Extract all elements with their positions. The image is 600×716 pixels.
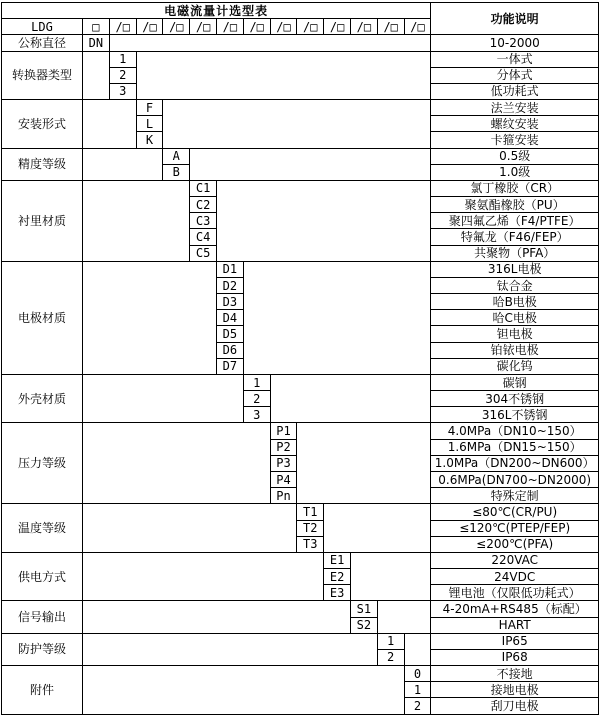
code-cell: T1 bbox=[297, 504, 324, 520]
code-cell: C2 bbox=[190, 197, 217, 213]
code-cell: 2 bbox=[404, 698, 431, 714]
function-desc: 1.6MPa（DN15~150） bbox=[431, 439, 599, 455]
group-label: 安装形式 bbox=[2, 100, 83, 149]
group-label: 温度等级 bbox=[2, 504, 83, 553]
code-cell: 0 bbox=[404, 666, 431, 682]
model-box: /□ bbox=[324, 19, 351, 35]
filler-cell-right bbox=[216, 180, 430, 261]
code-cell: 1 bbox=[404, 682, 431, 698]
filler-cell-right bbox=[243, 261, 431, 374]
code-cell: A bbox=[163, 148, 190, 164]
filler-cell-left bbox=[83, 261, 217, 374]
group-label: 外壳材质 bbox=[2, 374, 83, 423]
filler-cell-left bbox=[83, 423, 271, 504]
code-cell: L bbox=[136, 116, 163, 132]
function-desc: ≤80℃(CR/PU) bbox=[431, 504, 599, 520]
title-row bbox=[2, 3, 599, 19]
code-cell: C1 bbox=[190, 180, 217, 196]
filler-cell-left bbox=[83, 504, 297, 553]
filler-cell-right bbox=[404, 633, 431, 665]
code-cell: D3 bbox=[216, 294, 243, 310]
model-box: /□ bbox=[297, 19, 324, 35]
function-desc: 316L不锈钢 bbox=[431, 407, 599, 423]
model-box: /□ bbox=[216, 19, 243, 35]
model-box: /□ bbox=[136, 19, 163, 35]
function-desc: 碳钢 bbox=[431, 374, 599, 390]
selection-table bbox=[1, 2, 599, 715]
code-cell: 1 bbox=[243, 374, 270, 390]
spec-row bbox=[2, 148, 599, 164]
filler-cell-left bbox=[83, 374, 244, 423]
model-box: /□ bbox=[190, 19, 217, 35]
function-desc: 10-2000 bbox=[431, 35, 599, 51]
filler-cell-left bbox=[83, 552, 324, 601]
function-column-header: 功能说明 bbox=[431, 3, 599, 35]
code-cell: T3 bbox=[297, 536, 324, 552]
filler-cell-left bbox=[83, 148, 163, 180]
function-desc: HART bbox=[431, 617, 599, 633]
code-cell: 2 bbox=[243, 391, 270, 407]
filler-cell-left bbox=[83, 180, 190, 261]
page-title: 电磁流量计选型表 bbox=[2, 3, 431, 19]
function-desc: 刮刀电极 bbox=[431, 698, 599, 714]
function-desc: 特氟龙（F46/FEP） bbox=[431, 229, 599, 245]
filler-cell-right bbox=[190, 148, 431, 180]
function-desc: 接地电极 bbox=[431, 682, 599, 698]
model-prefix: LDG bbox=[2, 19, 83, 35]
function-desc: 聚氨酯橡胶（PU） bbox=[431, 197, 599, 213]
model-box: /□ bbox=[243, 19, 270, 35]
filler-cell-left bbox=[83, 51, 110, 100]
function-desc: 碳化钨 bbox=[431, 358, 599, 374]
code-cell: C4 bbox=[190, 229, 217, 245]
function-desc: 聚四氟乙烯（F4/PTFE） bbox=[431, 213, 599, 229]
function-desc: ≤120℃(PTEP/FEP) bbox=[431, 520, 599, 536]
function-desc: 1.0MPa（DN200~DN600） bbox=[431, 455, 599, 471]
code-cell: 1 bbox=[109, 51, 136, 67]
model-box: /□ bbox=[270, 19, 297, 35]
code-cell: S2 bbox=[350, 617, 377, 633]
model-box-first: □ bbox=[83, 19, 110, 35]
code-cell: E1 bbox=[324, 552, 351, 568]
filler-cell-right bbox=[270, 374, 431, 423]
function-desc: 哈B电极 bbox=[431, 294, 599, 310]
group-label: 压力等级 bbox=[2, 423, 83, 504]
model-box: /□ bbox=[350, 19, 377, 35]
function-desc: 4.0MPa（DN10~150） bbox=[431, 423, 599, 439]
code-cell: D7 bbox=[216, 358, 243, 374]
function-desc: 220VAC bbox=[431, 552, 599, 568]
group-label: 转换器类型 bbox=[2, 51, 83, 100]
function-desc: 哈C电极 bbox=[431, 310, 599, 326]
code-cell: C5 bbox=[190, 245, 217, 261]
code-cell: Pn bbox=[270, 488, 297, 504]
function-desc: 螺纹安装 bbox=[431, 116, 599, 132]
function-desc: 一体式 bbox=[431, 51, 599, 67]
model-box: /□ bbox=[377, 19, 404, 35]
code-cell: E3 bbox=[324, 585, 351, 601]
filler-cell-right bbox=[324, 504, 431, 553]
group-label: 附件 bbox=[2, 666, 83, 715]
filler-cell-right bbox=[136, 51, 431, 100]
filler-cell-right bbox=[377, 601, 431, 633]
spec-row bbox=[2, 180, 599, 196]
filler-cell-left bbox=[83, 601, 351, 633]
function-desc: 铂铱电极 bbox=[431, 342, 599, 358]
spec-row bbox=[2, 666, 599, 682]
code-cell: P4 bbox=[270, 471, 297, 487]
spec-row bbox=[2, 423, 599, 439]
function-desc: 不接地 bbox=[431, 666, 599, 682]
function-desc: 0.5级 bbox=[431, 148, 599, 164]
code-cell: DN bbox=[83, 35, 110, 51]
code-cell: D5 bbox=[216, 326, 243, 342]
filler-cell-right bbox=[163, 100, 431, 149]
group-label: 信号输出 bbox=[2, 601, 83, 633]
code-cell: 2 bbox=[377, 649, 404, 665]
function-desc: ≤200℃(PFA) bbox=[431, 536, 599, 552]
function-desc: 氯丁橡胶（CR） bbox=[431, 180, 599, 196]
function-desc: 316L电极 bbox=[431, 261, 599, 277]
function-desc: IP65 bbox=[431, 633, 599, 649]
code-cell: E2 bbox=[324, 569, 351, 585]
function-desc: 24VDC bbox=[431, 569, 599, 585]
function-desc: 分体式 bbox=[431, 67, 599, 83]
code-cell: 1 bbox=[377, 633, 404, 649]
code-cell: P3 bbox=[270, 455, 297, 471]
function-desc: 锂电池（仅限低功耗式） bbox=[431, 585, 599, 601]
code-cell: P2 bbox=[270, 439, 297, 455]
function-desc: 卡箍安装 bbox=[431, 132, 599, 148]
code-cell: 3 bbox=[109, 83, 136, 99]
spec-row bbox=[2, 374, 599, 390]
function-desc: 304不锈钢 bbox=[431, 391, 599, 407]
code-cell: 3 bbox=[243, 407, 270, 423]
spec-row bbox=[2, 100, 599, 116]
group-label: 电极材质 bbox=[2, 261, 83, 374]
code-cell: F bbox=[136, 100, 163, 116]
filler-cell-right bbox=[297, 423, 431, 504]
code-cell: D6 bbox=[216, 342, 243, 358]
spec-row bbox=[2, 504, 599, 520]
code-cell: T2 bbox=[297, 520, 324, 536]
spec-row bbox=[2, 261, 599, 277]
function-desc: 0.6MPa(DN700~DN2000) bbox=[431, 471, 599, 487]
code-cell: S1 bbox=[350, 601, 377, 617]
function-desc: 钽电极 bbox=[431, 326, 599, 342]
spec-row bbox=[2, 51, 599, 67]
filler-cell-left bbox=[83, 633, 378, 665]
code-cell: C3 bbox=[190, 213, 217, 229]
function-desc: 1.0级 bbox=[431, 164, 599, 180]
model-box: /□ bbox=[109, 19, 136, 35]
function-desc: 4-20mA+RS485（标配） bbox=[431, 601, 599, 617]
group-label: 供电方式 bbox=[2, 552, 83, 601]
function-desc: IP68 bbox=[431, 649, 599, 665]
model-box: /□ bbox=[163, 19, 190, 35]
function-desc: 钛合金 bbox=[431, 277, 599, 293]
function-desc: 特殊定制 bbox=[431, 488, 599, 504]
group-label: 衬里材质 bbox=[2, 180, 83, 261]
code-cell: B bbox=[163, 164, 190, 180]
code-cell: D1 bbox=[216, 261, 243, 277]
group-label: 公称直径 bbox=[2, 35, 83, 51]
group-label: 精度等级 bbox=[2, 148, 83, 180]
filler-cell-right bbox=[109, 35, 431, 51]
function-desc: 共聚物（PFA） bbox=[431, 245, 599, 261]
model-box: /□ bbox=[404, 19, 431, 35]
function-desc: 法兰安装 bbox=[431, 100, 599, 116]
code-cell: D4 bbox=[216, 310, 243, 326]
group-label: 防护等级 bbox=[2, 633, 83, 665]
filler-cell-right bbox=[350, 552, 430, 601]
code-cell: P1 bbox=[270, 423, 297, 439]
code-cell: 2 bbox=[109, 67, 136, 83]
spec-row bbox=[2, 601, 599, 617]
spec-row bbox=[2, 633, 599, 649]
spec-row bbox=[2, 35, 599, 51]
spec-row bbox=[2, 552, 599, 568]
code-cell: D2 bbox=[216, 277, 243, 293]
filler-cell-left bbox=[83, 666, 405, 715]
code-cell: K bbox=[136, 132, 163, 148]
filler-cell-left bbox=[83, 100, 137, 149]
function-desc: 低功耗式 bbox=[431, 83, 599, 99]
